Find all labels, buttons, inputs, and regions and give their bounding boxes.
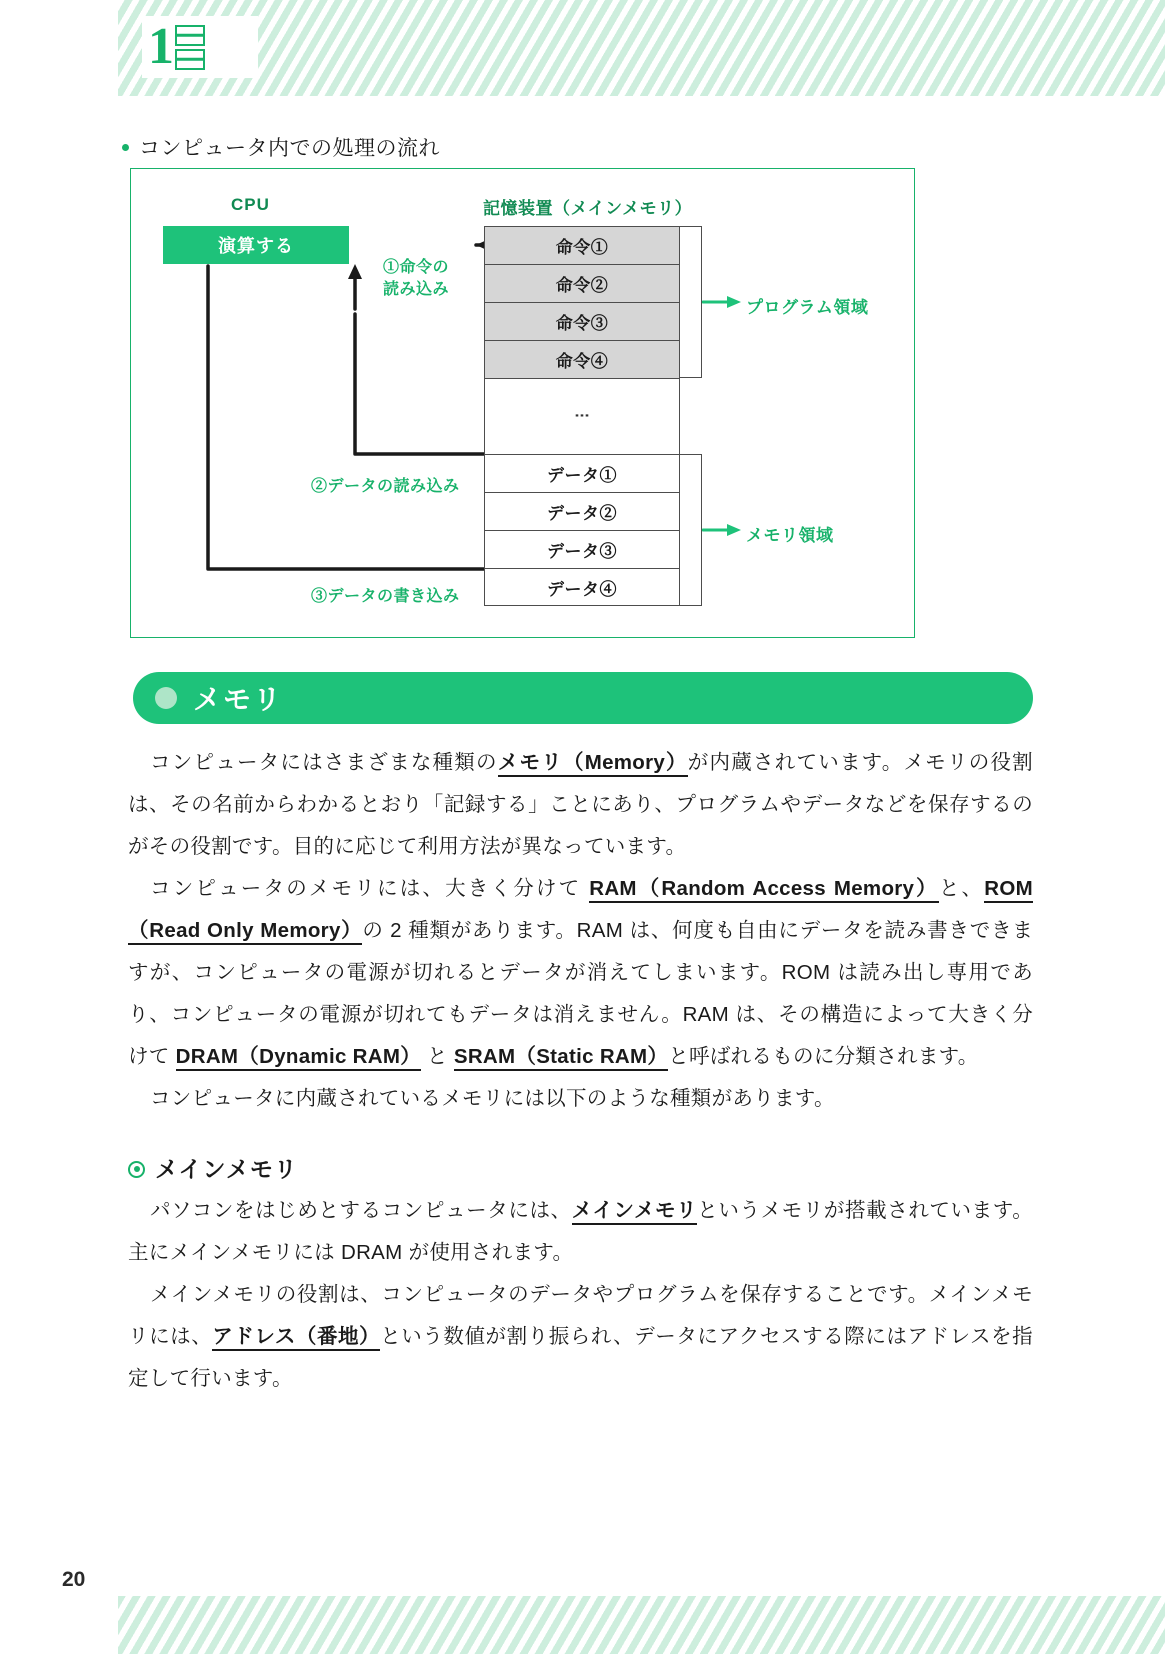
day-badge-kanji-icon (175, 25, 205, 70)
paragraph-1 (128, 742, 1033, 868)
subsection-heading (128, 1148, 1033, 1190)
memory-cell: データ① (484, 454, 680, 492)
memory-cell-column (484, 226, 680, 606)
memory-cell: データ② (484, 492, 680, 530)
memory-cell: 命令① (484, 226, 680, 264)
p1-emphasis: メモリ（Memory） (498, 751, 688, 777)
memory-cell: 命令③ (484, 302, 680, 340)
section-title: メモリ (193, 684, 284, 715)
step1-line1: ①命令の (383, 259, 450, 276)
p1-part-a: コンピュータにはさまざまな種類の (150, 751, 498, 774)
section-bullet-icon (155, 687, 177, 709)
figure-calc-box: 演算する (163, 226, 349, 264)
top-hatch-band (118, 0, 1165, 96)
bottom-hatch-band (118, 1596, 1165, 1654)
p4-emphasis: メインメモリ (572, 1199, 698, 1225)
memory-area-label: メモリ領域 (746, 526, 834, 545)
ellipsis-icon: ⋮ (573, 407, 591, 426)
paragraph-4 (128, 1190, 1033, 1274)
p2-emphasis-ram: RAM（Random Access Memory） (589, 877, 939, 903)
day-badge-number: 1 (148, 18, 172, 75)
p2-part-d: と (421, 1045, 454, 1068)
program-area-label: プログラム領域 (746, 298, 869, 317)
p4-part-b: というメモリが搭載されています。主にメインメモリには DRAM が使用されます。 (128, 1199, 1033, 1264)
figure-label-cpu: CPU (231, 195, 270, 214)
subsection-heading-text: メインメモリ (155, 1156, 298, 1182)
section-header (133, 672, 1033, 724)
step2-label: ②データの読み込み (311, 478, 460, 495)
p1-part-b: が内蔵されています。メモリの役割は、その名前からわかるとおり「記録する」ことにあり、プログラムやデータなどを保存するのがその役割です。目的に応じて利用方法が異なっています。 (128, 751, 1033, 858)
p5-part-b: という数値が割り振られ、データにアクセスする際にはアドレスを指定して行います。 (128, 1325, 1033, 1390)
p2-emphasis-sram: SRAM（Static RAM） (454, 1045, 668, 1071)
p2-part-c: の 2 種類があります。RAM は、何度も自由にデータを読み書きできますが、コンピュータの電源が切れるとデータが消えてしまいます。ROM は読み出し専用であり、コンピュータの電源が切れてもデータは消えません。RAM は、その構造によって大きく分けて (128, 919, 1034, 1068)
bullet-dot-icon (122, 144, 129, 151)
p4-part-a: パソコンをはじめとするコンピュータには、 (150, 1199, 572, 1222)
paragraph-3: コンピュータに内蔵されているメモリには以下のような種類があります。 (150, 1087, 835, 1110)
p2-emphasis-rom: ROM（Read Only Memory） (128, 877, 1033, 945)
p5-emphasis: アドレス（番地） (212, 1325, 380, 1351)
memory-cell: データ③ (484, 530, 680, 568)
day-badge (142, 16, 258, 78)
paragraph-5 (128, 1274, 1033, 1400)
memory-cell: 命令④ (484, 340, 680, 378)
paragraph-2 (128, 868, 1033, 1078)
p2-part-b: と、 (938, 877, 985, 900)
memory-area-brace (680, 454, 702, 606)
figure-label-memory: 記憶装置（メインメモリ） (483, 199, 693, 218)
process-flow-figure (130, 168, 915, 638)
p2-emphasis-dram: DRAM（Dynamic RAM） (176, 1045, 421, 1071)
p2-part-a: コンピュータのメモリには、大きく分けて (150, 877, 590, 900)
figure-caption-text: コンピュータ内での処理の流れ (139, 137, 440, 160)
p5-part-a: メインメモリの役割は、コンピュータのデータやプログラムを保存することです。メインメモリには、 (128, 1283, 1033, 1348)
body-content (128, 742, 1033, 1400)
memory-cell-ellipsis (484, 378, 680, 454)
step3-label: ③データの書き込み (311, 588, 460, 605)
memory-cell: データ④ (484, 568, 680, 606)
memory-cell: 命令② (484, 264, 680, 302)
step1-label (383, 257, 449, 300)
subsection-bullet-icon (128, 1161, 145, 1178)
step1-line2: 読み込み (383, 280, 450, 298)
program-area-brace (680, 226, 702, 378)
p2-part-e: と呼ばれるものに分類されます。 (668, 1045, 979, 1068)
figure-caption (122, 132, 440, 162)
page-number: 20 (62, 1568, 86, 1591)
